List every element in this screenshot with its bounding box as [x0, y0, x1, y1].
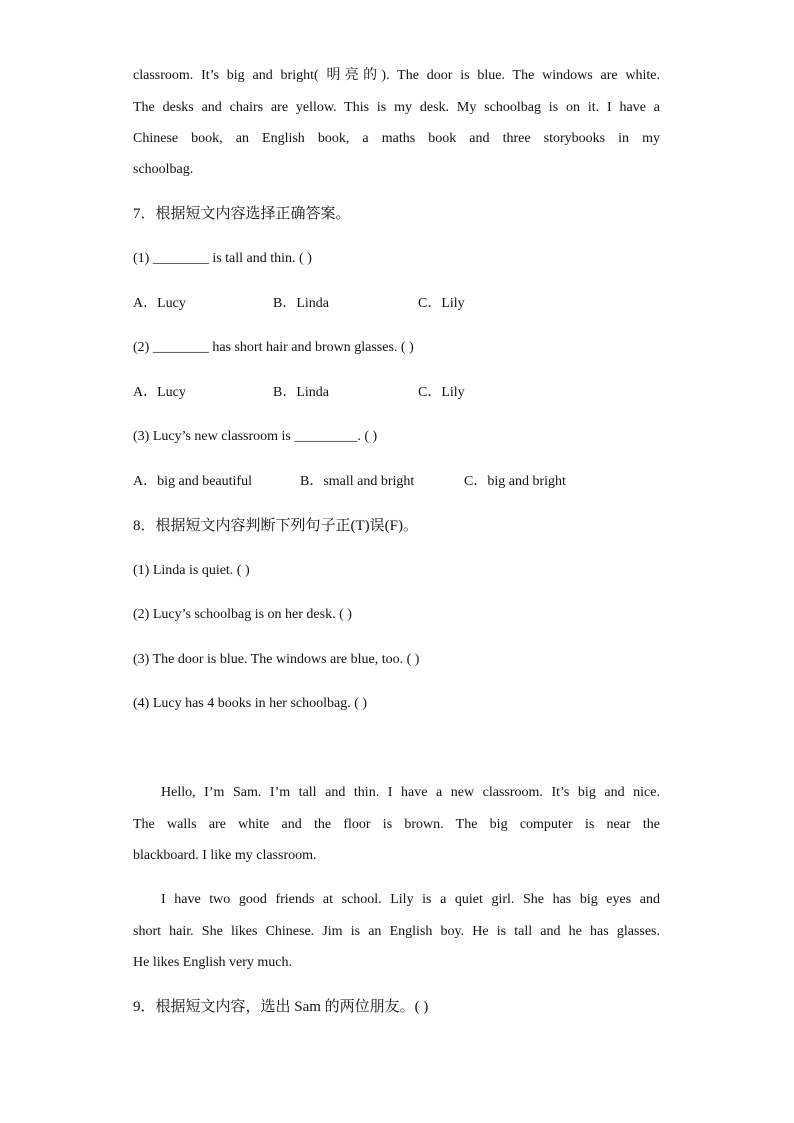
passage2-para2-line-1: I have two good friends at school. Lily is a quiet girl. She has big eyes and — [161, 892, 660, 907]
q7-item-1-stem: (1) ________ is tall and thin. ( ) — [133, 251, 312, 266]
q9-heading: 9．根据短文内容，选出 Sam 的两位朋友。( ) — [133, 999, 429, 1015]
q8-item-2: (2) Lucy’s schoolbag is on her desk. ( ) — [133, 607, 352, 622]
q7-item-3-option-c[interactable]: C．big and bright — [464, 474, 566, 489]
q7-item-3-option-b[interactable]: B．small and bright — [300, 474, 415, 489]
q7-item-2-stem: (2) ________ has short hair and brown glasses. ( ) — [133, 340, 414, 355]
passage1-line-4: schoolbag. — [133, 162, 194, 177]
passage1-line-1: classroom. It’s big and bright( 明亮的). The door is blue. The windows are white. — [133, 68, 660, 83]
passage2-para2-line-2: short hair. She likes Chinese. Jim is an English boy. He is tall and he has glasses. — [133, 924, 660, 939]
q7-item-1-option-c[interactable]: C．Lily — [418, 296, 465, 311]
q7-item-2-option-b[interactable]: B．Linda — [273, 385, 329, 400]
q8-item-3: (3) The door is blue. The windows are blue, too. ( ) — [133, 652, 420, 667]
q8-item-1: (1) Linda is quiet. ( ) — [133, 563, 250, 578]
passage1-line-2: The desks and chairs are yellow. This is my desk. My schoolbag is on it. I have a — [133, 100, 660, 115]
passage1-line-3: Chinese book, an English book, a maths book and three storybooks in my — [133, 131, 660, 146]
passage2-para1-line-2: The walls are white and the floor is brown. The big computer is near the — [133, 817, 660, 832]
q8-item-4: (4) Lucy has 4 books in her schoolbag. ( ) — [133, 696, 368, 711]
q7-heading: 7．根据短文内容选择正确答案。 — [133, 206, 351, 222]
q7-item-1-option-a[interactable]: A．Lucy — [133, 296, 186, 311]
q7-item-1-option-b[interactable]: B．Linda — [273, 296, 329, 311]
passage2-para2-line-3: He likes English very much. — [133, 955, 293, 970]
q7-item-3-option-a[interactable]: A．big and beautiful — [133, 474, 252, 489]
q7-item-2-option-a[interactable]: A．Lucy — [133, 385, 186, 400]
passage2-para1-line-3: blackboard. I like my classroom. — [133, 848, 317, 863]
q7-item-2-option-c[interactable]: C．Lily — [418, 385, 465, 400]
q7-item-3-stem: (3) Lucy’s new classroom is _________. ( ) — [133, 429, 378, 444]
passage2-para1-line-1: Hello, I’m Sam. I’m tall and thin. I have a new classroom. It’s big and nice. — [161, 785, 660, 800]
q8-heading: 8．根据短文内容判断下列句子正(T)误(F)。 — [133, 518, 418, 534]
